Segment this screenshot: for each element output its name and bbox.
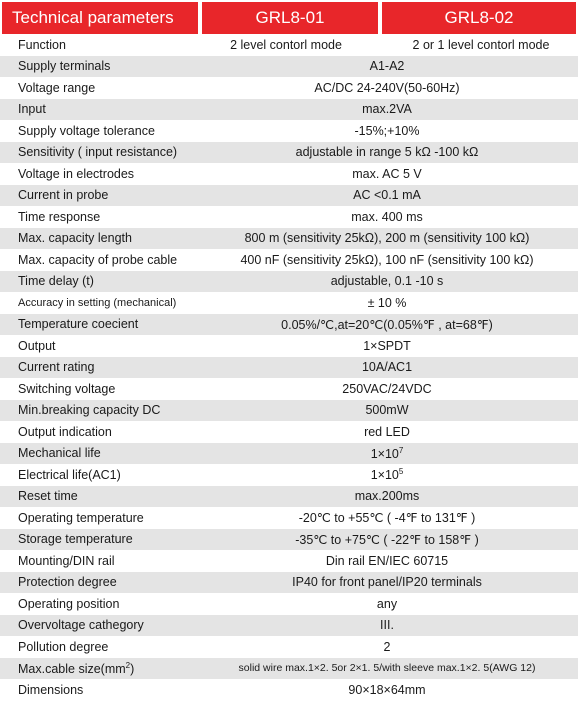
table-row [0, 486, 578, 508]
value-model-a: 2 level contorl mode [196, 34, 376, 56]
parameter-value: Din rail EN/IEC 60715 [196, 550, 578, 572]
parameter-value: 400 nF (sensitivity 25kΩ), 100 nF (sensitivity 100 kΩ) [196, 249, 578, 271]
parameter-value: 2 [196, 636, 578, 658]
parameter-label: Output [0, 335, 196, 357]
table-row [0, 56, 578, 78]
table-row [0, 335, 578, 357]
table-row [0, 185, 578, 207]
parameter-label: Input [0, 99, 196, 121]
parameter-label: Supply voltage tolerance [0, 120, 196, 142]
parameter-label: Mechanical life [0, 443, 196, 465]
parameter-value: adjustable in range 5 kΩ -100 kΩ [196, 142, 578, 164]
parameter-label: Current in probe [0, 185, 196, 207]
parameter-value: red LED [196, 421, 578, 443]
table-row [0, 464, 578, 486]
parameter-value: IP40 for front panel/IP20 terminals [196, 572, 578, 594]
parameter-label: Operating position [0, 593, 196, 615]
table-row [0, 507, 578, 529]
parameter-label: Function [0, 34, 196, 56]
parameter-value: $1\times 10^7$ [196, 443, 578, 465]
table-row [0, 77, 578, 99]
table-row [0, 572, 578, 594]
parameter-label: Time response [0, 206, 196, 228]
table-row [0, 593, 578, 615]
parameter-value: max. AC 5 V [196, 163, 578, 185]
table-row [0, 400, 578, 422]
table-row [0, 378, 578, 400]
parameter-label: Temperature coecient [0, 314, 196, 336]
parameter-value: max. 400 ms [196, 206, 578, 228]
header-model-a: GRL8-01 [202, 2, 378, 34]
parameter-label: Max. capacity length [0, 228, 196, 250]
parameter-value: AC/DC 24-240V(50-60Hz) [196, 77, 578, 99]
parameter-value: 0.05%/℃,at=20℃(0.05%℉ , at=68℉) [196, 314, 578, 336]
parameter-value: $1\times 10^5$ [196, 464, 578, 486]
parameter-label: Time delay (t) [0, 271, 196, 293]
parameter-label: Pollution degree [0, 636, 196, 658]
parameter-label: Sensitivity ( input resistance) [0, 142, 196, 164]
value-superscript: 5 [398, 467, 404, 477]
parameter-value: AC <0.1 mA [196, 185, 578, 207]
parameter-value: any [196, 593, 578, 615]
parameter-value: 1×SPDT [196, 335, 578, 357]
parameter-value: solid wire max.1×2. 5or 2×1. 5/with sleeve max.1×2. 5(AWG 12) [196, 658, 578, 680]
table-row [0, 636, 578, 658]
parameter-value: III. [196, 615, 578, 637]
parameter-label: Voltage range [0, 77, 196, 99]
parameter-value: -35℃ to +75℃ ( -22℉ to 158℉ ) [196, 529, 578, 551]
parameter-label: Current rating [0, 357, 196, 379]
parameter-value: 10A/AC1 [196, 357, 578, 379]
header-title: Technical parameters [2, 2, 198, 34]
parameter-label: Protection degree [0, 572, 196, 594]
table-row [0, 99, 578, 121]
table-row [0, 206, 578, 228]
table-row [0, 615, 578, 637]
parameter-label: Voltage in electrodes [0, 163, 196, 185]
parameter-label: Max.cable $size(mm^2)$ [0, 658, 196, 680]
parameter-value: ± 10 % [196, 292, 578, 314]
parameter-value: adjustable, 0.1 -10 s [196, 271, 578, 293]
table-row [0, 314, 578, 336]
parameter-value: 800 m (sensitivity 25kΩ), 200 m (sensitivity 100 kΩ) [196, 228, 578, 250]
parameter-value: 90×18×64mm [196, 679, 578, 701]
parameter-label: Storage temperature [0, 529, 196, 551]
parameter-label: Reset time [0, 486, 196, 508]
table-row [0, 249, 578, 271]
table-row [0, 271, 578, 293]
parameter-label: Max. capacity of probe cable [0, 249, 196, 271]
parameter-value: max.200ms [196, 486, 578, 508]
table-row [0, 679, 578, 701]
parameter-label: Switching voltage [0, 378, 196, 400]
table-row [0, 120, 578, 142]
value-superscript: 7 [398, 445, 404, 455]
table-row [0, 228, 578, 250]
table-row [0, 550, 578, 572]
parameter-value: 250VAC/24VDC [196, 378, 578, 400]
value-model-b: 2 or 1 level contorl mode [384, 34, 578, 56]
parameter-label: Min.breaking capacity DC [0, 400, 196, 422]
parameter-label: Output indication [0, 421, 196, 443]
table-row [0, 529, 578, 551]
parameter-value: max.2VA [196, 99, 578, 121]
parameter-label: Dimensions [0, 679, 196, 701]
parameter-value: A1-A2 [196, 56, 578, 78]
table-row [0, 658, 578, 680]
parameter-label: Overvoltage cathegory [0, 615, 196, 637]
table-row [0, 443, 578, 465]
table-header [0, 0, 578, 34]
parameters-table [0, 34, 578, 701]
label-superscript: 2 [125, 660, 131, 670]
parameter-label: Supply terminals [0, 56, 196, 78]
parameter-value: -20℃ to +55℃ ( -4℉ to 131℉ ) [196, 507, 578, 529]
parameter-label: Operating temperature [0, 507, 196, 529]
table-row [0, 163, 578, 185]
table-row [0, 34, 578, 56]
table-row [0, 421, 578, 443]
parameter-value: -15%;+10% [196, 120, 578, 142]
header-model-b: GRL8-02 [382, 2, 576, 34]
table-row [0, 142, 578, 164]
parameter-label: Accuracy in setting (mechanical) [0, 292, 196, 314]
table-row [0, 357, 578, 379]
parameter-label: Mounting/DIN rail [0, 550, 196, 572]
parameter-value: 500mW [196, 400, 578, 422]
parameter-label: Electrical life(AC1) [0, 464, 196, 486]
table-row [0, 292, 578, 314]
